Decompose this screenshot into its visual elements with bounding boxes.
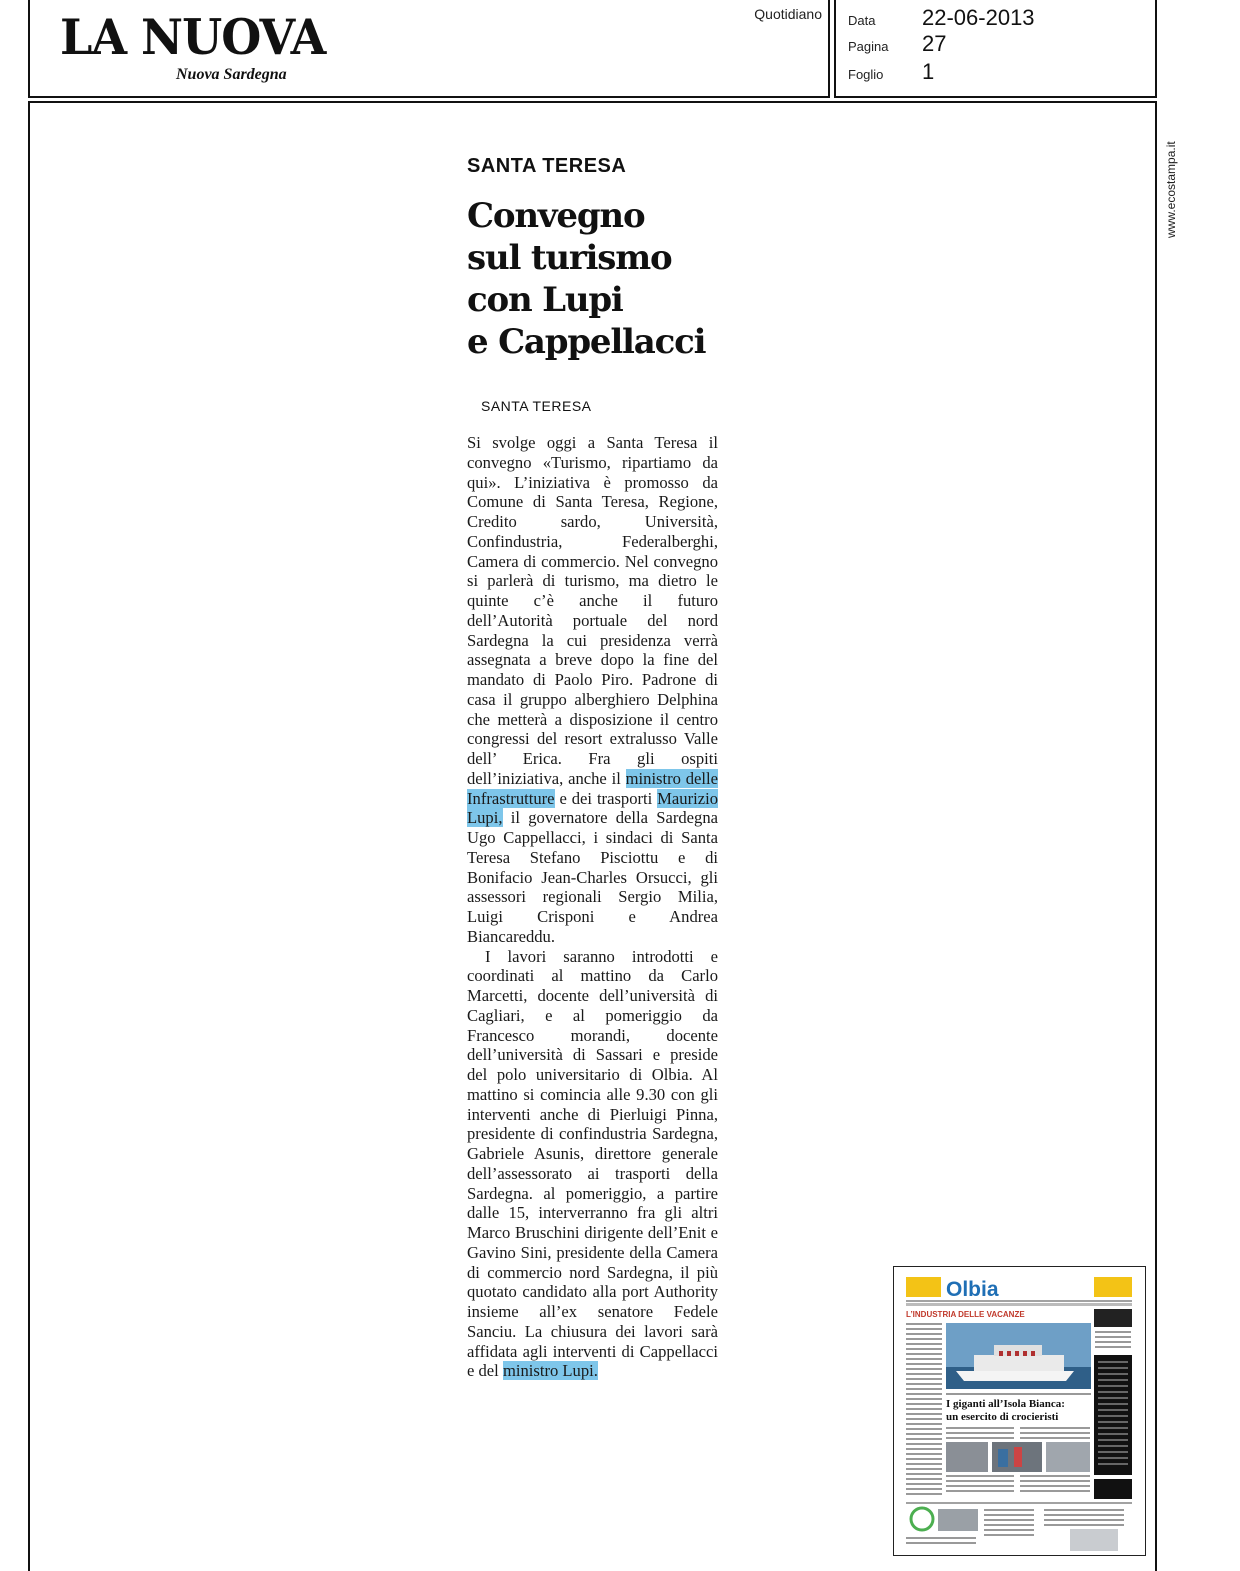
paragraph xyxy=(467,433,718,947)
page-thumbnail-image xyxy=(894,1267,1145,1555)
sheet-value: 1 xyxy=(922,59,935,84)
page-thumbnail xyxy=(893,1266,1146,1556)
article-body xyxy=(467,433,718,1381)
thumb-photo-1 xyxy=(946,1442,988,1472)
thumb-headline-1: I giganti all’Isola Bianca: xyxy=(946,1398,1065,1410)
date-label: Data xyxy=(848,13,876,28)
text-run: Si svolge oggi a Santa Teresa il convegno «Turismo, ripartiamo da qui». L’iniziativa è promosso da Comune di Santa Teresa, Regione, Credito sardo, Università, Confindustria, Federalberghi, Camera di commercio. Nel convegno si parlerà di turismo, ma dietro le quinte c’è anche il futuro dell’Autorità portuale del nord Sardegna la cui presidenza verrà assegnata a breve dopo la fine del mandato di Paolo Piro. Padrone di casa il gruppo alberghiero Delphina che metterà a disposizione il centro congressi del resort extralusso Valle dell’ Erica. Fra gli ospiti dell’iniziativa, anche il xyxy=(467,433,718,788)
page-label: Pagina xyxy=(848,39,889,54)
page-value: 27 xyxy=(922,31,947,56)
text-run: e dei trasporti xyxy=(559,788,653,808)
dateline: SANTA TERESA xyxy=(481,398,592,414)
headline-line: Convegno xyxy=(467,196,645,236)
sheet-label: Foglio xyxy=(848,67,884,82)
date-value: 22-06-2013 xyxy=(922,5,1035,30)
meta-sheet-row xyxy=(848,59,934,85)
section-label: SANTA TERESA xyxy=(467,155,627,177)
headline-line: con Lupi xyxy=(467,280,623,320)
masthead xyxy=(28,0,830,98)
periodicity: Quotidiano xyxy=(754,6,822,22)
highlighted-text: ministro delle Infrastrutture xyxy=(467,768,718,808)
headline xyxy=(467,195,767,363)
thumb-yellow-box-right xyxy=(1094,1277,1132,1297)
thumb-banner: L’INDUSTRIA DELLE VACANZE xyxy=(906,1310,1025,1319)
newspaper-logo-subtitle: Nuova Sardegna xyxy=(176,66,287,83)
highlighted-text: ministro Lupi. xyxy=(502,1361,598,1381)
thumb-yellow-box-left xyxy=(906,1277,941,1297)
headline-line: sul turismo xyxy=(467,238,672,278)
headline-line: e Cappellacci xyxy=(467,322,706,362)
newspaper-logo: LA NUOVA xyxy=(60,8,326,66)
meta-date-row xyxy=(848,5,1035,31)
meta-page-row xyxy=(848,31,946,57)
source-url: www.ecostampa.it xyxy=(1164,141,1178,238)
text-run: I lavori saranno introdotti e coordinati al mattino da Carlo Marcetti, docente dell’università di Cagliari, e al pomeriggio da Francesco morandi, docente dell’università di Sassari e preside del polo universitario di Olbia. Al mattino si comincia alle 9.30 con gli interventi anche di Pierluigi Pinna, presidente di confindustria Sardegna, Gabriele Asunis, direttore generale dell’assessorato ai trasporti della Sardegna. al pomeriggio, a partire dalle 15, interverranno fra gli altri Marco Bruschini dirigente dell’Enit e Gavino Sini, presidente della Camera di commercio nord Sardegna, il più quotato candidato alla port Authority insieme all’ex senatore Fedele Sanciu. La chiusura dei lavori sarà affidata agli interventi di Cappellacci e del xyxy=(467,946,718,1381)
highlighted-text: Maurizio Lupi, xyxy=(467,788,718,828)
thumb-headline-2: un esercito di crocieristi xyxy=(946,1411,1059,1423)
thumb-section-title: Olbia xyxy=(946,1278,999,1301)
paragraph xyxy=(467,947,718,1382)
meta-box xyxy=(834,0,1157,98)
text-run: il governatore della Sardegna Ugo Cappellacci, i sindaci di Santa Teresa Stefano Pisciottu e di Bonifacio Jean-Charles Orsucci, gli assessori regionali Sergio Milia, Luigi Crisponi e Andrea Biancareddu. xyxy=(467,808,718,946)
side-url xyxy=(1160,118,1180,248)
